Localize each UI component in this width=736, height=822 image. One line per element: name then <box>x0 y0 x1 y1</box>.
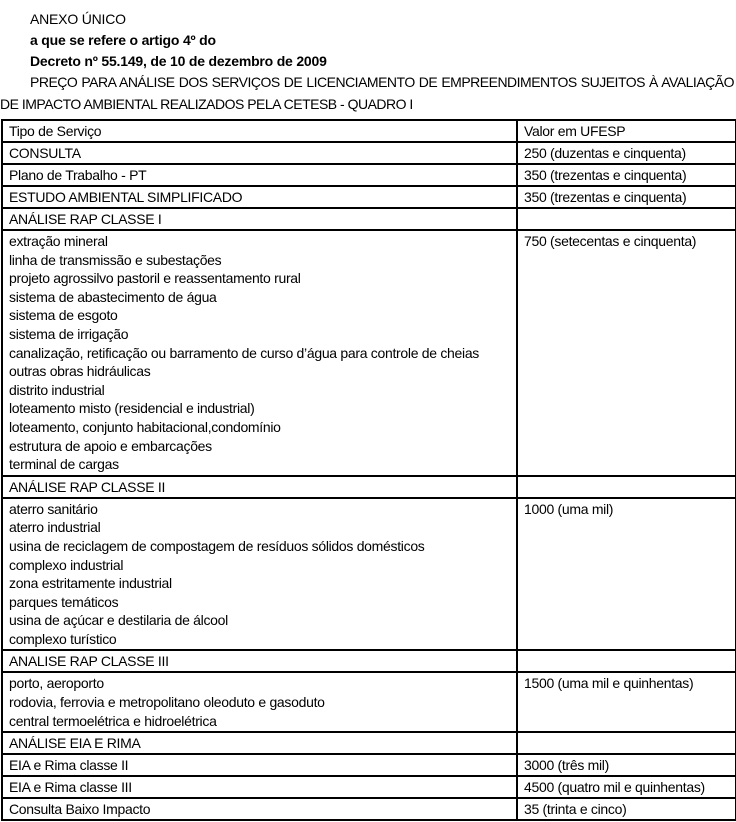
value-cell: 350 (trezentas e cinquenta) <box>517 186 736 208</box>
service-line: loteamento misto (residencial e industrial) <box>9 400 255 417</box>
section-row <box>2 208 736 230</box>
service-line: central termoelétrica e hidroelétrica <box>9 712 217 729</box>
service-line: complexo industrial <box>9 556 124 573</box>
service-line: parques temáticos <box>9 593 119 610</box>
service-line: projeto agrossilvo pastoril e reassentamento rural <box>9 270 301 287</box>
column-header-value: Valor em UFESP <box>517 120 736 142</box>
table-row <box>2 164 736 186</box>
section-row <box>2 732 736 754</box>
service-line: aterro industrial <box>9 519 101 536</box>
value-cell: 350 (trezentas e cinquenta) <box>517 164 736 186</box>
decree-line: Decreto nº 55.149, de 10 de dezembro de 2009 <box>30 53 327 69</box>
service-cell: Plano de Trabalho - PT <box>2 164 517 186</box>
service-cell <box>2 498 517 651</box>
table-row <box>2 754 736 776</box>
table-row <box>2 186 736 208</box>
service-line: estrutura de apoio e embarcações <box>9 437 212 454</box>
service-line: usina de reciclagem de compostagem de resíduos sólidos domésticos <box>9 537 425 554</box>
service-line: aterro sanitário <box>9 500 98 517</box>
service-line: porto, aeroporto <box>9 675 104 692</box>
service-cell: ANALISE RAP CLASSE III <box>2 650 517 672</box>
service-line: extração mineral <box>9 233 108 249</box>
table-header-row <box>2 120 736 142</box>
value-cell: 1500 (uma mil e quinhentas) <box>517 672 736 732</box>
service-line: sistema de irrigação <box>9 325 129 342</box>
service-line: zona estritamente industrial <box>9 575 172 592</box>
value-cell <box>517 732 736 754</box>
document-header <box>0 9 736 115</box>
service-cell <box>2 230 517 476</box>
service-cell: ANÁLISE EIA E RIMA <box>2 732 517 754</box>
service-cell: EIA e Rima classe III <box>2 776 517 798</box>
section-row <box>2 650 736 672</box>
service-cell: ANÁLISE RAP CLASSE II <box>2 476 517 498</box>
table-row <box>2 672 736 732</box>
service-line: outras obras hidráulicas <box>9 363 151 380</box>
service-line: sistema de esgoto <box>9 307 118 324</box>
annex-title: ANEXO ÚNICO <box>30 11 126 27</box>
table-row <box>2 142 736 164</box>
service-line: distrito industrial <box>9 381 105 398</box>
table-row <box>2 798 736 820</box>
service-cell: Consulta Baixo Impacto <box>2 798 517 820</box>
value-cell: 750 (setecentas e cinquenta) <box>517 230 736 476</box>
value-cell: 250 (duzentas e cinquenta) <box>517 142 736 164</box>
service-line: terminal de cargas <box>9 456 119 473</box>
value-cell: 4500 (quatro mil e quinhentas) <box>517 776 736 798</box>
section-row <box>2 476 736 498</box>
column-header-service: Tipo de Serviço <box>2 120 517 142</box>
service-cell <box>2 672 517 732</box>
table-caption: PREÇO PARA ANÁLISE DOS SERVIÇOS DE LICENCIAMENTO DE EMPREENDIMENTOS SUJEITOS À AVALIAÇÃO DE IMPACTO AMBIENTAL REALIZADOS PELA CETESB - QUADRO I <box>0 74 734 112</box>
service-line: complexo turístico <box>9 630 117 647</box>
service-line: sistema de abastecimento de água <box>9 288 217 305</box>
service-line: rodovia, ferrovia e metropolitano oleoduto e gasoduto <box>9 694 325 711</box>
service-line: canalização, retificação ou barramento de curso d’água para controle de cheias <box>9 344 480 361</box>
service-cell: CONSULTA <box>2 142 517 164</box>
price-table <box>1 119 736 821</box>
reference-line: a que se refere o artigo 4º do <box>30 32 216 48</box>
service-cell: ANÁLISE RAP CLASSE I <box>2 208 517 230</box>
service-cell: EIA e Rima classe II <box>2 754 517 776</box>
service-line: loteamento, conjunto habitacional,condomínio <box>9 418 281 435</box>
table-row <box>2 776 736 798</box>
service-line: usina de açúcar e destilaria de álcool <box>9 612 228 629</box>
value-cell: 35 (trinta e cinco) <box>517 798 736 820</box>
table-row <box>2 498 736 651</box>
service-line: linha de transmissão e subestações <box>9 251 222 268</box>
value-cell <box>517 208 736 230</box>
service-cell: ESTUDO AMBIENTAL SIMPLIFICADO <box>2 186 517 208</box>
table-row <box>2 230 736 476</box>
value-cell <box>517 650 736 672</box>
value-cell <box>517 476 736 498</box>
value-cell: 3000 (três mil) <box>517 754 736 776</box>
value-cell: 1000 (uma mil) <box>517 498 736 651</box>
